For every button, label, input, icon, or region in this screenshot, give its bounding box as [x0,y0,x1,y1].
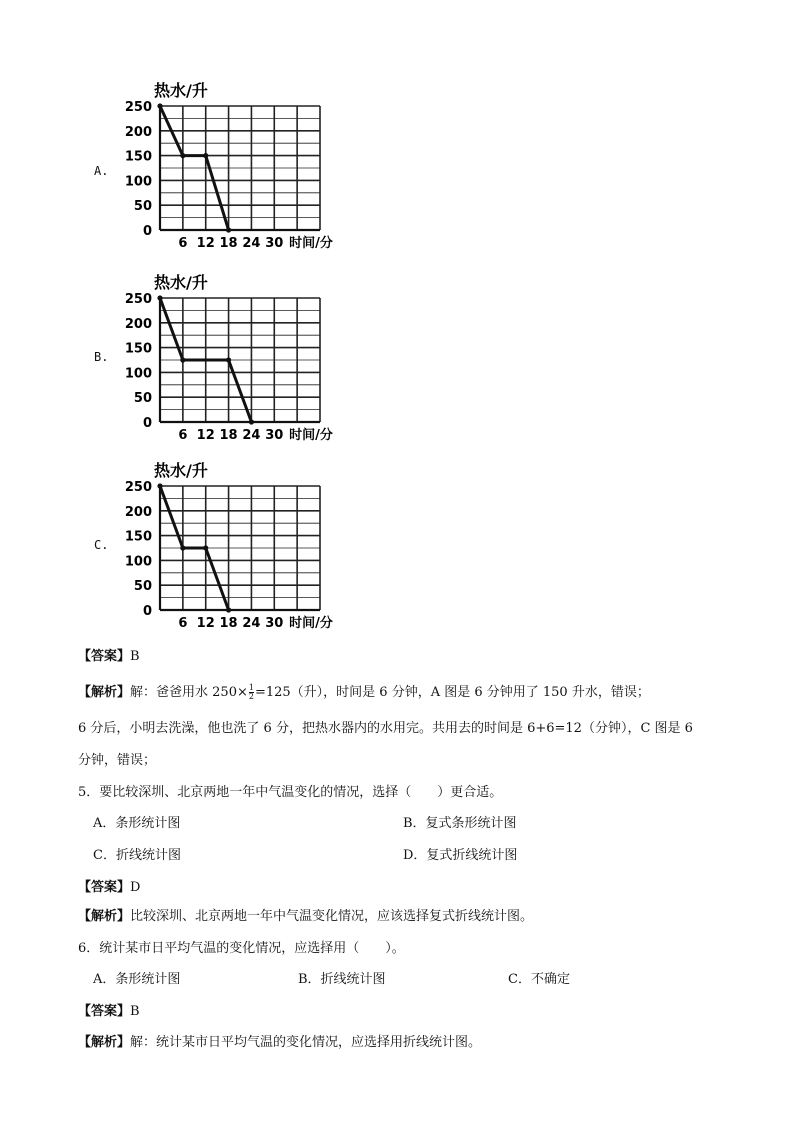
x-tick-label: 18 [219,428,238,443]
data-point [157,295,162,300]
fraction-one-half [249,684,254,701]
analysis-tag: 【解析】 [78,1035,131,1050]
option-a-chart-block [88,78,348,253]
data-point [180,357,185,362]
data-point [157,483,162,488]
x-tick-label: 18 [219,236,238,251]
analysis-text: 解：爸爸用水 250× [130,685,248,700]
analysis-text: 解：统计某市日平均气温的变化情况，应选择用折线统计图。 [130,1035,482,1050]
y-tick-label: 100 [124,174,152,190]
x-tick-label: 6 [178,236,188,251]
y-tick-label: 0 [142,224,152,239]
q6-option-b: B．折线统计图 [298,972,386,987]
q5-option-a: A．条形统计图 [93,816,181,831]
data-point [180,153,185,158]
y-tick-label: 100 [124,554,152,570]
x-tick-label: 30 [265,428,284,443]
x-tick-label: 12 [196,616,215,631]
q5-analysis [78,905,533,924]
q6-option-c: C．不确定 [508,972,570,987]
q4-analysis-line-3: 分钟，错误； [78,753,157,768]
x-tick-label: 12 [196,428,215,443]
chart-c [88,458,358,638]
y-tick-label: 0 [142,416,152,431]
data-point [203,153,208,158]
data-point [226,227,231,232]
chart-b [88,270,358,445]
q6-analysis [78,1031,481,1050]
q6-stem: 6．统计某市日平均气温的变化情况，应选择用（ ）。 [78,941,405,956]
y-axis-title: 热水/升 [154,273,208,292]
y-tick-label: 250 [124,100,152,115]
q5-option-c: C．折线统计图 [93,848,181,863]
y-tick-label: 50 [133,579,152,595]
y-tick-label: 150 [124,341,152,357]
data-point [249,419,254,424]
answer-tag: 【答案】 [78,880,131,895]
analysis-tag: 【解析】 [78,909,131,924]
answer-tag: 【答案】 [78,649,131,664]
x-axis-title: 时间/分 [289,236,333,251]
x-tick-label: 12 [196,236,215,251]
analysis-text: 比较深圳、北京两地一年中气温变化情况，应该选择复式折线统计图。 [130,909,534,924]
y-tick-label: 200 [124,316,152,332]
x-tick-label: 24 [242,428,261,443]
chart-a [88,78,348,253]
y-tick-label: 150 [124,149,152,165]
x-tick-label: 18 [219,616,238,631]
analysis-text: =125（升），时间是 6 分钟，A 图是 6 分钟用了 150 升水，错误； [254,685,650,700]
x-tick-label: 6 [178,428,188,443]
x-tick-label: 30 [265,236,284,251]
data-point [226,357,231,362]
y-tick-label: 250 [124,292,152,307]
fraction-denominator: 2 [248,692,254,701]
y-tick-label: 50 [133,391,152,407]
y-tick-label: 100 [124,366,152,382]
y-tick-label: 200 [124,124,152,140]
chart-grid [160,106,320,230]
option-b-label: B. [94,350,109,364]
y-tick-label: 0 [142,604,152,619]
answer-value: B [130,1004,140,1019]
q4-analysis-line-2: 6 分后，小明去洗澡，他也洗了 6 分，把热水器内的水用完。共用去的时间是 6+6=12（分钟），C 图是 6 [78,721,693,736]
y-tick-label: 200 [124,504,152,520]
q5-stem: 5．要比较深圳、北京两地一年中气温变化的情况，选择（ ）更合适。 [78,785,503,800]
q5-option-b: B．复式条形统计图 [403,816,517,831]
y-tick-label: 50 [133,199,152,215]
q5-option-d: D．复式折线统计图 [403,848,518,863]
fraction-numerator: 1 [248,683,254,692]
x-axis-title: 时间/分 [289,428,333,443]
y-tick-label: 250 [124,480,152,495]
y-axis-title: 热水/升 [154,461,208,480]
option-b-chart-block [88,270,358,445]
x-tick-label: 6 [178,616,188,631]
q4-analysis-line-1 [78,681,650,701]
y-axis-title: 热水/升 [154,81,208,100]
answer-value: B [130,649,140,664]
answer-tag: 【答案】 [78,1004,131,1019]
q6-option-a: A．条形统计图 [93,972,181,987]
x-tick-label: 24 [242,616,261,631]
data-point [180,545,185,550]
x-tick-label: 30 [265,616,284,631]
x-tick-label: 24 [242,236,261,251]
data-point [157,103,162,108]
option-c-chart-block [88,458,358,638]
option-c-label: C. [94,538,109,552]
q5-answer [78,876,140,895]
y-tick-label: 150 [124,529,152,545]
q6-answer [78,1000,140,1019]
x-axis-title: 时间/分 [289,616,333,631]
option-a-label: A. [94,164,109,178]
data-point [226,607,231,612]
analysis-tag: 【解析】 [78,685,131,700]
q4-answer [78,645,140,664]
answer-value: D [130,880,141,895]
data-point [203,545,208,550]
